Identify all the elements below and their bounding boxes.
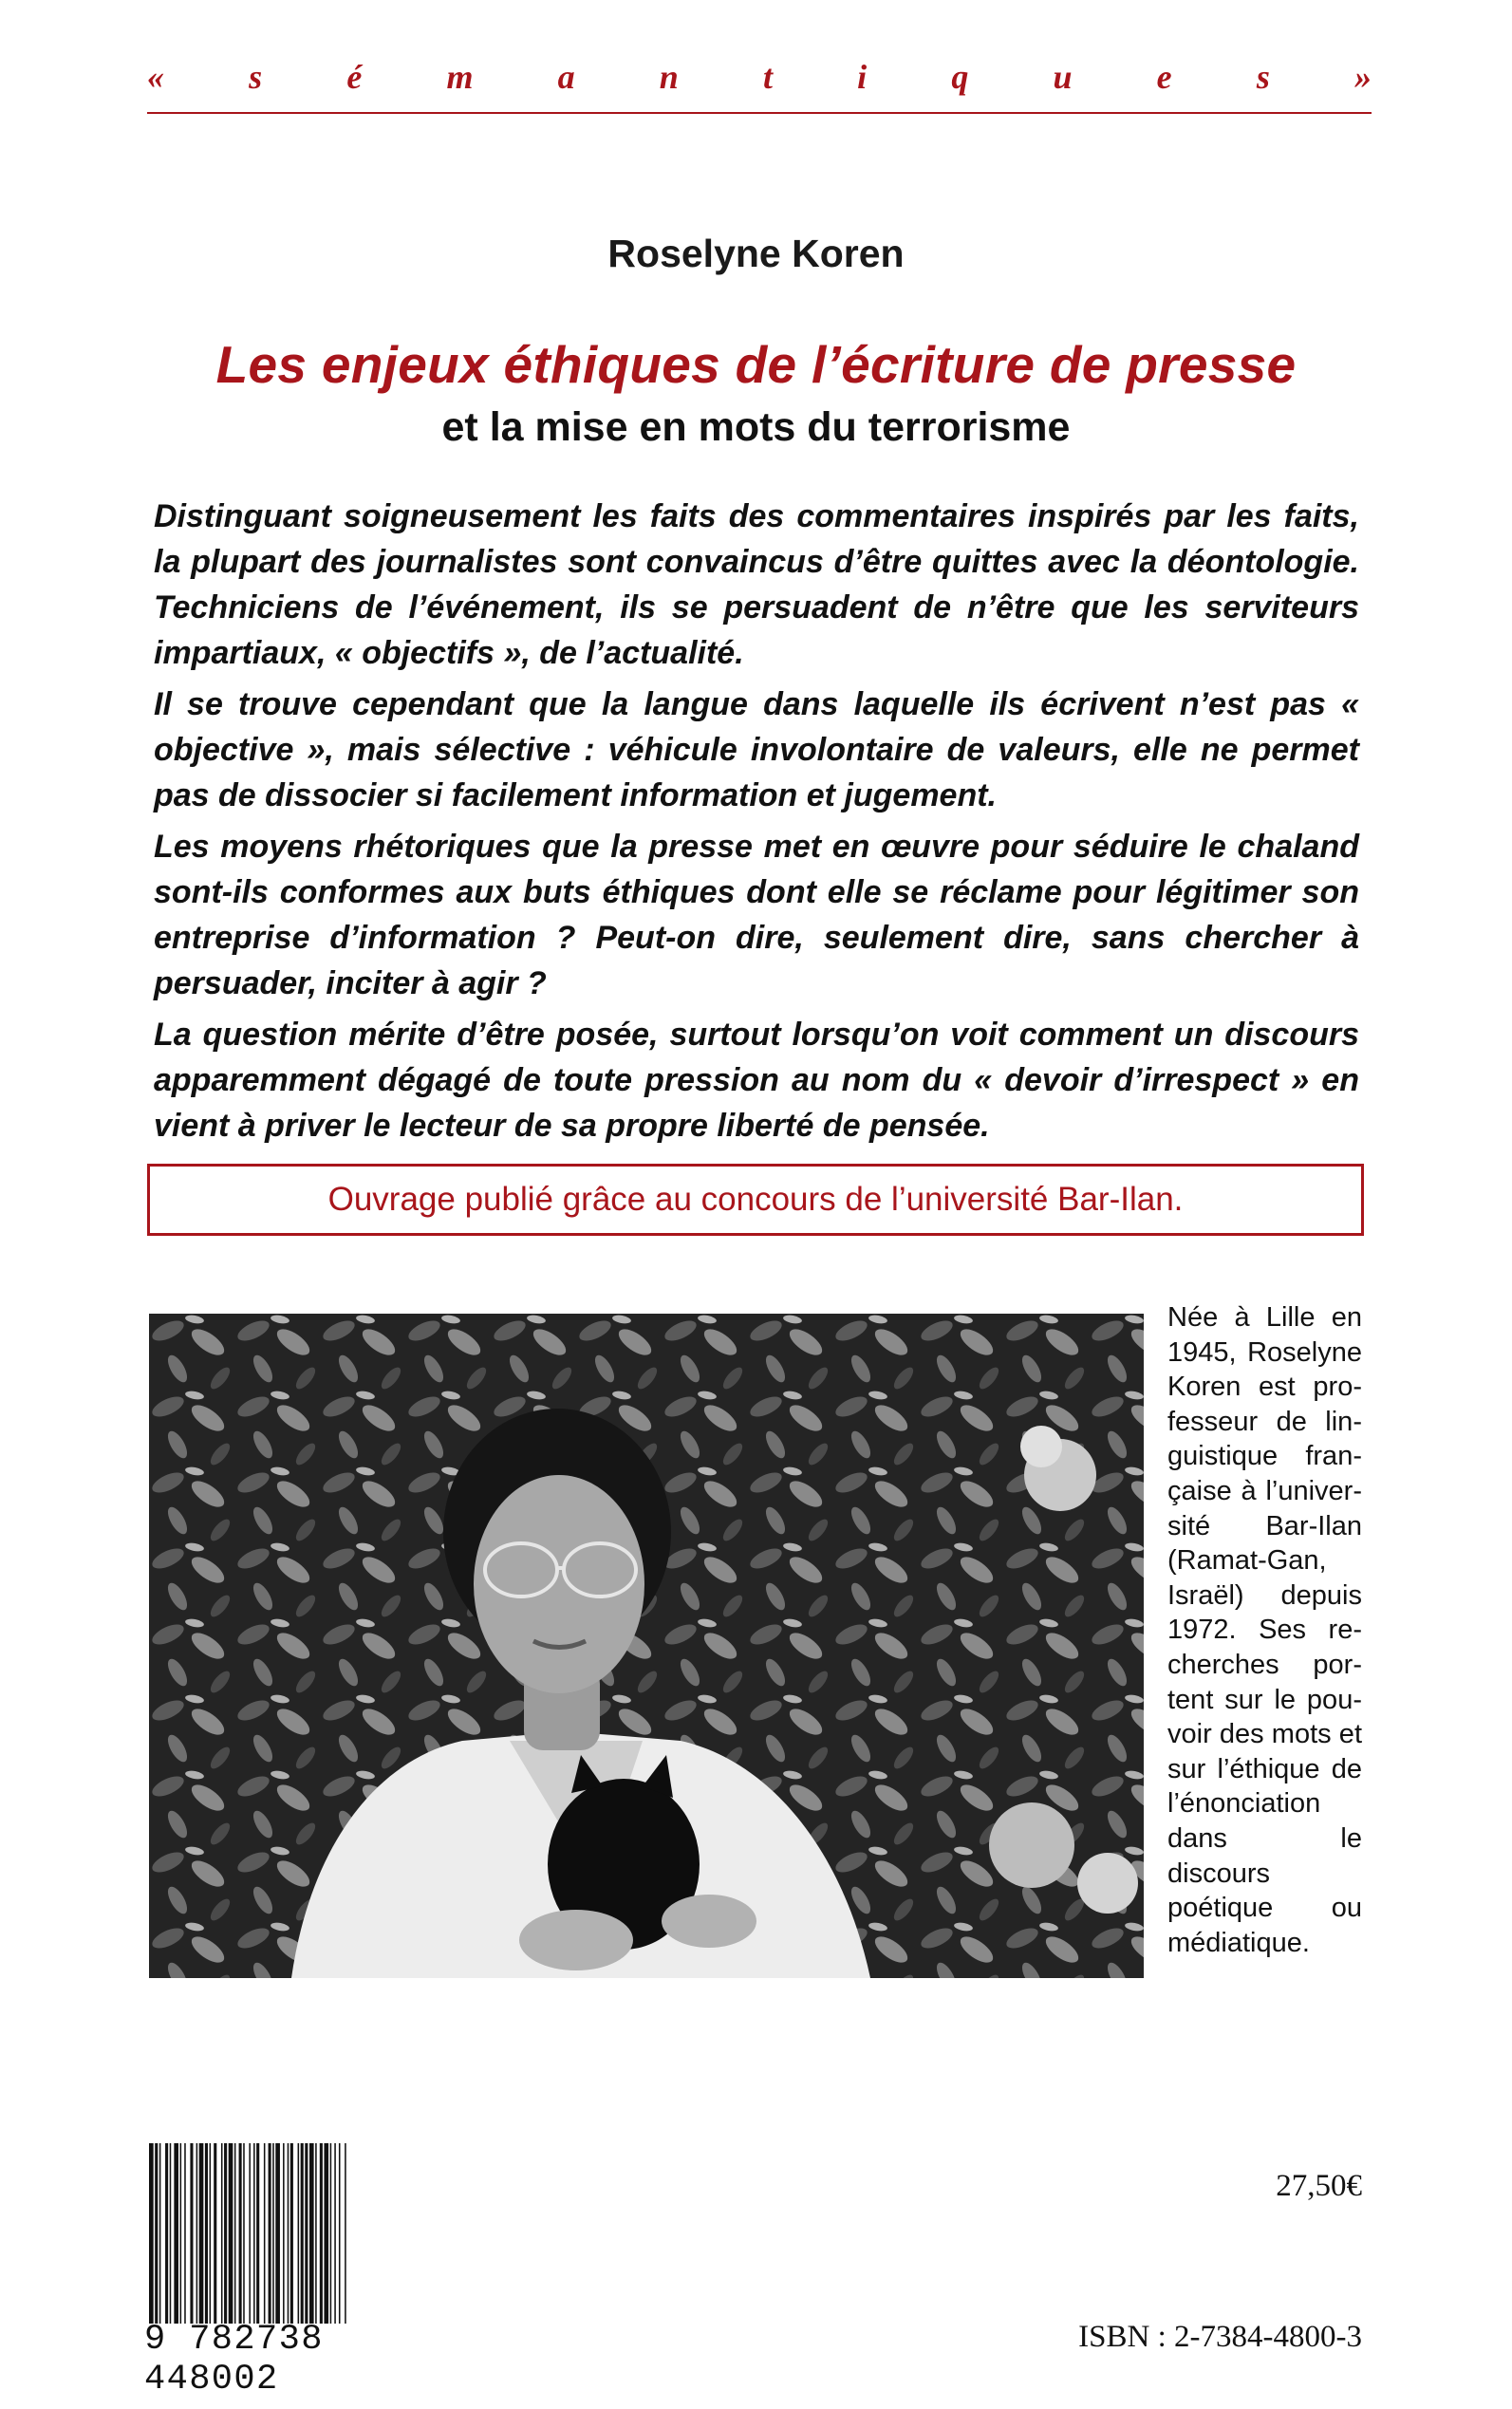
series-letter: i	[857, 58, 868, 96]
barcode-bar	[184, 2143, 186, 2324]
series-letter: q	[951, 58, 969, 96]
barcode-bar	[315, 2143, 317, 2324]
series-letter: é	[346, 58, 363, 96]
series-letter: t	[762, 58, 773, 96]
barcode-bar	[221, 2143, 223, 2324]
series-letter: m	[446, 58, 474, 96]
barcode-bar	[345, 2143, 346, 2324]
series-letter: a	[557, 58, 575, 96]
barcode-bar	[199, 2143, 204, 2324]
barcode-bar	[210, 2143, 212, 2324]
barcode-bar	[339, 2143, 341, 2324]
barcode-bar	[155, 2143, 158, 2324]
barcode-bar	[305, 2143, 308, 2324]
book-subtitle: et la mise en mots du terrorisme	[441, 404, 1071, 450]
publication-notice-text: Ouvrage publié grâce au concours de l’université Bar-Ilan.	[327, 1181, 1184, 1218]
barcode-bar	[301, 2143, 304, 2324]
blurb-paragraph: Il se trouve cependant que la langue dans laquelle ils écrivent n’est pas « objective », mais sélective : véhicule involontaire de valeurs, elle ne permet pas de dissocier si facilement information et jugement.	[154, 686, 1359, 813]
barcode-bar	[298, 2143, 300, 2324]
barcode-bar	[330, 2143, 332, 2324]
book-title: Les enjeux éthiques de l’écriture de presse	[215, 335, 1297, 394]
series-letter: u	[1053, 58, 1073, 96]
price: 27,50€	[1276, 2169, 1362, 2203]
barcode-bar	[243, 2143, 245, 2324]
barcode-bar	[264, 2143, 266, 2324]
barcode-bar	[290, 2143, 293, 2324]
author-biography: Née à Lille en 1945, Roselyne Koren est professeur de linguistique française à l’université Bar-Ilan (Ramat-Gan, Israël) depuis 1972. Ses recherches portent sur le pouvoir des mots et sur l’éthique de l’énonciation dans le discours poétique ou médiatique.	[1167, 1302, 1362, 1958]
barcode-bar	[229, 2143, 233, 2324]
isbn-number: ISBN : 2-7384-4800-3	[1078, 2320, 1362, 2354]
barcode-bar	[256, 2143, 259, 2324]
barcode-bar	[159, 2143, 161, 2324]
barcode-icon	[149, 2143, 465, 2324]
barcode-bar	[324, 2143, 328, 2324]
blurb-paragraph: Distinguant soigneusement les faits des commentaires inspirés par les faits, la plupart des journalistes sont convaincus d’être quittes avec la déontologie. Techniciens de l’événement, ils se persuadent de n’être que les serviteurs impartiaux, « objectifs », de l’actualité.	[154, 498, 1359, 671]
barcode-bar	[224, 2143, 227, 2324]
barcode-bar	[234, 2143, 236, 2324]
barcode-bar	[249, 2143, 251, 2324]
barcode-bar	[214, 2143, 216, 2324]
barcode-bar	[239, 2143, 242, 2324]
barcode-bar	[288, 2143, 289, 2324]
series-letter: n	[659, 58, 679, 96]
series-letter: s	[249, 58, 263, 96]
series-divider	[147, 112, 1372, 114]
barcode-bar	[275, 2143, 280, 2324]
series-letter: «	[147, 58, 164, 96]
back-cover-blurb	[154, 494, 1359, 1154]
barcode-bar	[149, 2143, 154, 2324]
barcode-digits: 9 782738 448002	[144, 2320, 324, 2400]
barcode-bar	[309, 2143, 314, 2324]
publication-notice-box	[147, 1164, 1364, 1236]
series-letter: »	[1353, 58, 1372, 96]
series-title	[147, 57, 1372, 97]
barcode-bar	[174, 2143, 178, 2324]
series-letter: e	[1156, 58, 1172, 96]
barcode-bar	[180, 2143, 182, 2324]
barcode-bar	[269, 2143, 271, 2324]
blurb-paragraph: La question mérite d’être posée, surtout lorsqu’on voit comment un discours apparemment dégagé de toute pression au nom du « devoir d’irrespect » en vient à priver le lecteur de sa propre liberté de pensée.	[154, 1017, 1359, 1144]
barcode-bar	[196, 2143, 198, 2324]
barcode-bar	[170, 2143, 172, 2324]
barcode-bar	[253, 2143, 255, 2324]
barcode-bar	[334, 2143, 336, 2324]
barcode-bar	[272, 2143, 274, 2324]
author-photo	[149, 1314, 1144, 1978]
barcode-bar	[320, 2143, 323, 2324]
author-name: Roselyne Koren	[607, 232, 905, 275]
barcode-bar	[205, 2143, 208, 2324]
barcode-bar	[165, 2143, 168, 2324]
barcode-bar	[283, 2143, 285, 2324]
series-letter: s	[1256, 58, 1270, 96]
blurb-paragraph: Les moyens rhétoriques que la presse met en œuvre pour séduire le chaland sont-ils conformes aux buts éthiques dont elle se réclame pour légitimer son entreprise d’information ? Peut-on dire, seulement dire, sans chercher à persuader, inciter à agir ?	[154, 829, 1359, 1001]
barcode-bar	[190, 2143, 193, 2324]
